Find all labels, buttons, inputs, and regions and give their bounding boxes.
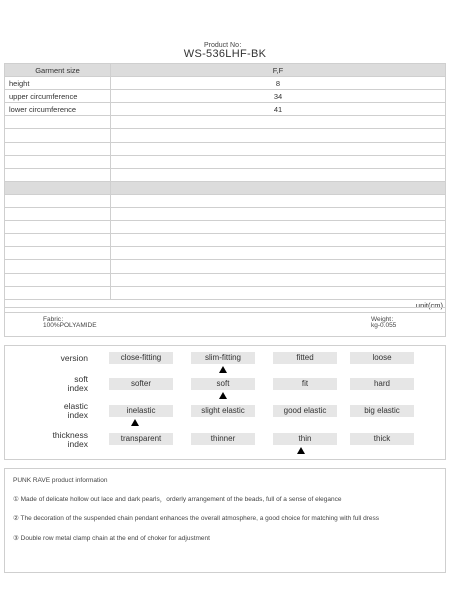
option-slim-fitting: slim-fitting [191, 352, 255, 364]
empty-row [5, 142, 446, 155]
option-thick: thick [350, 433, 414, 445]
empty-row [5, 286, 446, 299]
fabric-value: 100%POLYAMIDE [43, 322, 97, 329]
product-no-label: Product No： [203, 42, 247, 49]
index-label-elastic: elastic index [63, 401, 88, 420]
index-label-thickness: thickness index [52, 430, 88, 449]
size-table [4, 63, 446, 313]
option-soft: soft [191, 378, 255, 390]
size-table-header-row [5, 64, 446, 77]
empty-row [5, 129, 446, 142]
size-row-value: 8 [111, 77, 446, 90]
unit-label: unit(cm) [111, 299, 446, 312]
size-row-label: height [5, 77, 111, 90]
selected-marker-icon [297, 447, 305, 454]
empty-row [5, 194, 446, 207]
separator-row [5, 181, 446, 194]
option-fitted: fitted [273, 352, 337, 364]
selected-marker-icon [131, 419, 139, 426]
size-table-row [5, 90, 446, 103]
option-thin: thin [273, 433, 337, 445]
size-table-header-size: F,F [111, 64, 446, 77]
selected-marker-icon [219, 366, 227, 373]
fabric-box [4, 307, 446, 337]
product-no: WS-536LHF-BK [183, 48, 267, 60]
size-row-value: 34 [111, 90, 446, 103]
empty-row [5, 273, 446, 286]
index-box [4, 345, 446, 460]
empty-row [5, 221, 446, 234]
size-table-header-label: Garment size [5, 64, 111, 77]
empty-row [5, 234, 446, 247]
product-info-title: PUNK RAVE product information [13, 477, 108, 484]
product-info-line: ③ Double row metal clamp chain at the end of choker for adjustment [13, 535, 210, 542]
option-close-fitting: close-fitting [109, 352, 173, 364]
empty-row [5, 208, 446, 221]
product-info-box [4, 468, 446, 573]
size-row-label: lower circumference [5, 103, 111, 116]
size-row-label: upper circumference [5, 90, 111, 103]
weight-label: Weight： [371, 316, 398, 323]
empty-row [5, 155, 446, 168]
selected-marker-icon [219, 392, 227, 399]
empty-row [5, 116, 446, 129]
option-hard: hard [350, 378, 414, 390]
option-thinner: thinner [191, 433, 255, 445]
option-big-elastic: big elastic [350, 405, 414, 417]
option-softer: softer [109, 378, 173, 390]
option-transparent: transparent [109, 433, 173, 445]
option-loose: loose [350, 352, 414, 364]
size-row-value: 41 [111, 103, 446, 116]
option-inelastic: inelastic [109, 405, 173, 417]
empty-row [5, 168, 446, 181]
option-good-elastic: good elastic [273, 405, 337, 417]
product-info-line: ② The decoration of the suspended chain pendant enhances the overall atmosphere, a good choice for matching with full dress [13, 515, 379, 522]
size-table-row [5, 103, 446, 116]
size-table-row [5, 77, 446, 90]
product-info-line: ① Made of delicate hollow out lace and dark pearls，orderly arrangement of the beads, full of a sense of elegance [13, 496, 342, 503]
weight-value: kg-0.055 [371, 322, 397, 329]
option-fit: fit [273, 378, 337, 390]
empty-row [5, 260, 446, 273]
empty-row [5, 247, 446, 260]
option-slight-elastic: slight elastic [191, 405, 255, 417]
index-label-version: version [60, 353, 88, 363]
fabric-label: Fabric： [43, 316, 68, 323]
index-label-soft: soft index [67, 374, 88, 393]
